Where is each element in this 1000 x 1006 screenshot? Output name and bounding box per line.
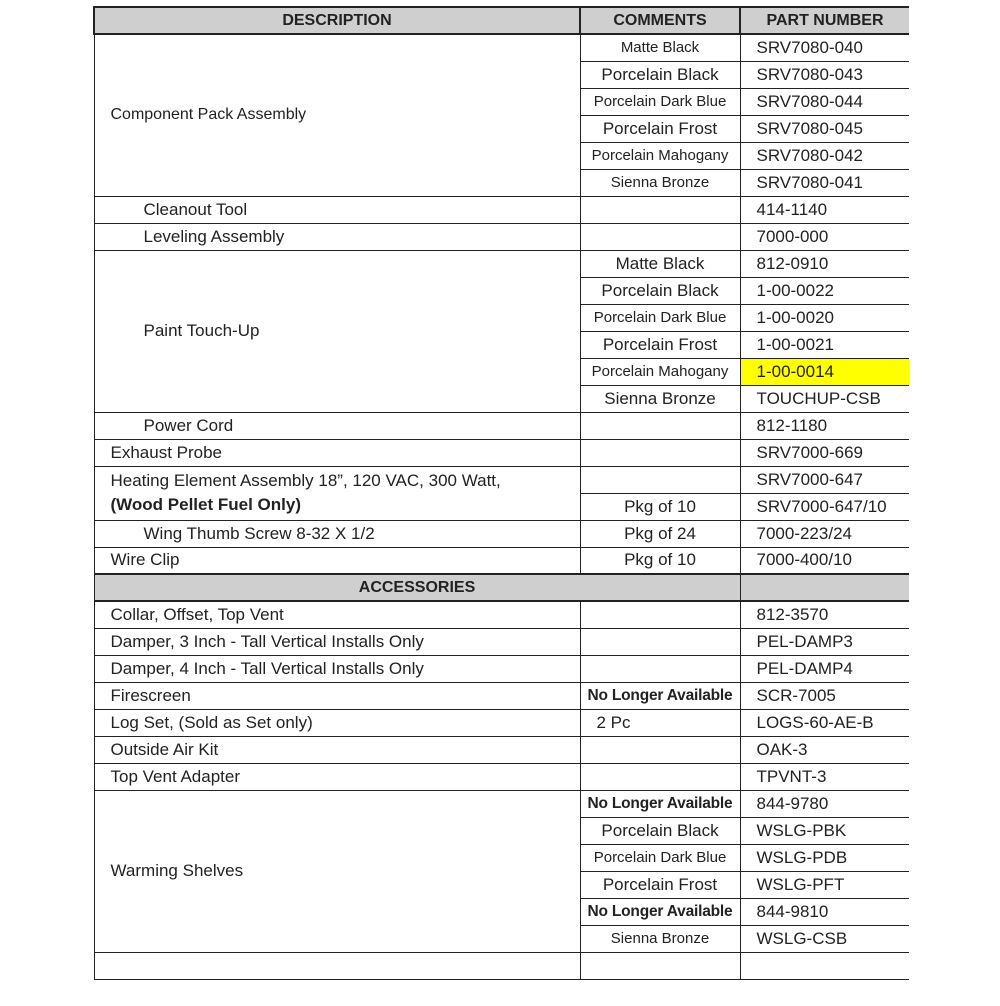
description-cell: Collar, Offset, Top Vent xyxy=(94,601,580,628)
description-cell: Component Pack Assembly xyxy=(94,34,580,196)
comment-cell: Porcelain Frost xyxy=(580,331,740,358)
comment-cell: Porcelain Mahogany xyxy=(580,358,740,385)
table-header-row xyxy=(94,7,909,34)
table-row xyxy=(94,952,909,979)
part-number-cell: TOUCHUP-CSB xyxy=(740,385,909,412)
part-number-cell: WSLG-PBK xyxy=(740,817,909,844)
part-number-cell: SCR-7005 xyxy=(740,682,909,709)
comment-cell: Pkg of 10 xyxy=(580,547,740,574)
description-cell: Exhaust Probe xyxy=(94,439,580,466)
header-comments: COMMENTS xyxy=(580,7,740,34)
table-row xyxy=(94,520,909,547)
part-number-cell: PEL-DAMP4 xyxy=(740,655,909,682)
table-row xyxy=(94,250,909,277)
header-description: DESCRIPTION xyxy=(94,7,580,34)
description-cell: Damper, 3 Inch - Tall Vertical Installs Only xyxy=(94,628,580,655)
table-row xyxy=(94,763,909,790)
part-number-cell: SRV7000-669 xyxy=(740,439,909,466)
comment-cell: Porcelain Dark Blue xyxy=(580,844,740,871)
section-header-row xyxy=(94,574,909,601)
comment-cell xyxy=(580,196,740,223)
description-cell: Warming Shelves xyxy=(94,790,580,952)
comment-cell: No Longer Available xyxy=(580,898,740,925)
part-number-cell: 7000-400/10 xyxy=(740,547,909,574)
comment-cell xyxy=(580,736,740,763)
comment-cell: Pkg of 10 xyxy=(580,493,740,520)
comment-cell: Porcelain Dark Blue xyxy=(580,304,740,331)
header-part-number: PART NUMBER xyxy=(740,7,909,34)
description-line: (Wood Pellet Fuel Only) xyxy=(110,495,301,514)
highlighted-part-number-cell: 1-00-0014 xyxy=(740,358,909,385)
part-number-cell: OAK-3 xyxy=(740,736,909,763)
comment-cell: Porcelain Black xyxy=(580,817,740,844)
table-row xyxy=(94,790,909,817)
comment-cell: Pkg of 24 xyxy=(580,520,740,547)
part-number-cell: SRV7080-041 xyxy=(740,169,909,196)
description-cell: Outside Air Kit xyxy=(94,736,580,763)
part-number-cell: TPVNT-3 xyxy=(740,763,909,790)
table-row xyxy=(94,736,909,763)
description-line: Heating Element Assembly 18”, 120 VAC, 300 Watt, xyxy=(110,471,501,490)
description-cell: Paint Touch-Up xyxy=(94,250,580,412)
part-number-cell: 7000-000 xyxy=(740,223,909,250)
description-cell xyxy=(94,952,580,979)
comment-cell xyxy=(580,439,740,466)
parts-table xyxy=(93,6,909,980)
description-cell: Log Set, (Sold as Set only) xyxy=(94,709,580,736)
description-cell: Power Cord xyxy=(94,412,580,439)
comment-cell xyxy=(580,628,740,655)
part-number-cell: 1-00-0020 xyxy=(740,304,909,331)
part-number-cell: PEL-DAMP3 xyxy=(740,628,909,655)
comment-cell: Porcelain Mahogany xyxy=(580,142,740,169)
part-number-cell xyxy=(740,952,909,979)
comment-cell: Porcelain Black xyxy=(580,61,740,88)
comment-cell xyxy=(580,763,740,790)
description-cell: Firescreen xyxy=(94,682,580,709)
table-row xyxy=(94,34,909,61)
comment-cell xyxy=(580,223,740,250)
comment-cell xyxy=(580,952,740,979)
part-number-cell: 414-1140 xyxy=(740,196,909,223)
part-number-cell: SRV7080-040 xyxy=(740,34,909,61)
part-number-cell: 812-0910 xyxy=(740,250,909,277)
comment-cell: Porcelain Frost xyxy=(580,115,740,142)
part-number-cell: SRV7080-043 xyxy=(740,61,909,88)
comment-cell: Porcelain Dark Blue xyxy=(580,88,740,115)
part-number-cell: 844-9780 xyxy=(740,790,909,817)
part-number-cell: 812-1180 xyxy=(740,412,909,439)
comment-cell xyxy=(580,466,740,493)
comment-cell xyxy=(580,655,740,682)
description-cell: Cleanout Tool xyxy=(94,196,580,223)
comment-cell xyxy=(580,601,740,628)
description-cell: Wing Thumb Screw 8-32 X 1/2 xyxy=(94,520,580,547)
part-number-cell: 844-9810 xyxy=(740,898,909,925)
description-cell: Damper, 4 Inch - Tall Vertical Installs Only xyxy=(94,655,580,682)
comment-cell: No Longer Available xyxy=(580,790,740,817)
description-cell xyxy=(94,466,580,520)
part-number-cell: 1-00-0022 xyxy=(740,277,909,304)
table-row xyxy=(94,196,909,223)
table-row xyxy=(94,412,909,439)
description-cell: Top Vent Adapter xyxy=(94,763,580,790)
part-number-cell: SRV7080-044 xyxy=(740,88,909,115)
comment-cell: No Longer Available xyxy=(580,682,740,709)
table-row xyxy=(94,466,909,493)
part-number-cell: SRV7080-045 xyxy=(740,115,909,142)
comment-cell xyxy=(580,412,740,439)
part-number-cell: WSLG-PDB xyxy=(740,844,909,871)
comment-cell: Porcelain Frost xyxy=(580,871,740,898)
fuel-note: Wood Pellet Fuel Only) xyxy=(116,495,301,514)
table-row xyxy=(94,682,909,709)
table-row xyxy=(94,223,909,250)
section-header-blank xyxy=(740,574,909,601)
table-row xyxy=(94,547,909,574)
parts-list-sheet xyxy=(93,6,909,1006)
part-number-cell: 812-3570 xyxy=(740,601,909,628)
comment-cell: 2 Pc xyxy=(580,709,740,736)
comment-cell: Sienna Bronze xyxy=(580,169,740,196)
table-row xyxy=(94,709,909,736)
part-number-cell: SRV7080-042 xyxy=(740,142,909,169)
part-number-cell: WSLG-CSB xyxy=(740,925,909,952)
comment-cell: Matte Black xyxy=(580,34,740,61)
table-row xyxy=(94,439,909,466)
comment-cell: Matte Black xyxy=(580,250,740,277)
part-number-cell: LOGS-60-AE-B xyxy=(740,709,909,736)
comment-cell: Sienna Bronze xyxy=(580,925,740,952)
table-row xyxy=(94,628,909,655)
part-number-cell: 7000-223/24 xyxy=(740,520,909,547)
part-number-cell: SRV7000-647/10 xyxy=(740,493,909,520)
description-cell: Wire Clip xyxy=(94,547,580,574)
section-title: ACCESSORIES xyxy=(94,574,740,601)
table-row xyxy=(94,655,909,682)
part-number-cell: WSLG-PFT xyxy=(740,871,909,898)
part-number-cell: SRV7000-647 xyxy=(740,466,909,493)
comment-cell: Sienna Bronze xyxy=(580,385,740,412)
description-cell: Leveling Assembly xyxy=(94,223,580,250)
table-row xyxy=(94,601,909,628)
part-number-cell: 1-00-0021 xyxy=(740,331,909,358)
comment-cell: Porcelain Black xyxy=(580,277,740,304)
